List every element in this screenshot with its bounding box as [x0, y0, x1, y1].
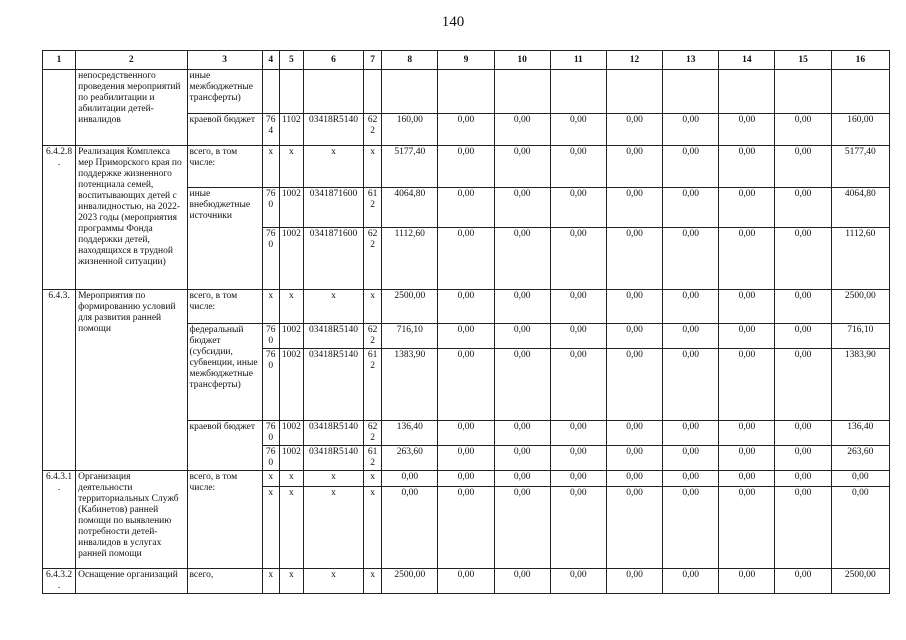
code-cell: х: [303, 487, 363, 569]
amount-cell: 0,00: [775, 324, 831, 349]
amount-cell: 0,00: [550, 228, 606, 290]
code-cell: х: [303, 569, 363, 594]
amount-cell: 160,00: [382, 114, 438, 146]
amount-cell: 0,00: [663, 146, 719, 188]
col-header: 11: [550, 51, 606, 70]
amount-cell: 0,00: [719, 471, 775, 487]
amount-cell: 0,00: [775, 471, 831, 487]
amount-cell: 0,00: [438, 188, 494, 228]
col-header: 8: [382, 51, 438, 70]
amount-cell: 263,60: [382, 446, 438, 471]
code-cell: х: [364, 569, 382, 594]
code-cell: 622: [364, 114, 382, 146]
amount-cell: 0,00: [775, 188, 831, 228]
amount-cell: 0,00: [663, 487, 719, 569]
code-cell: 1102: [279, 114, 303, 146]
amount-cell: 0,00: [719, 446, 775, 471]
amount-cell: 0,00: [606, 421, 662, 446]
funding-source: всего, в том числе:: [187, 290, 262, 324]
amount-cell: 0,00: [494, 188, 550, 228]
amount-cell: 0,00: [663, 324, 719, 349]
budget-table: [42, 50, 890, 594]
amount-cell: 0,00: [663, 290, 719, 324]
amount-cell: 0,00: [719, 188, 775, 228]
code-cell: 03418R5140: [303, 114, 363, 146]
amount-cell: 0,00: [606, 114, 662, 146]
amount-cell: 0,00: [494, 146, 550, 188]
amount-cell: 2500,00: [382, 290, 438, 324]
amount-cell: 0,00: [550, 421, 606, 446]
amount-cell: 0,00: [663, 228, 719, 290]
code-cell: 1002: [279, 228, 303, 290]
amount-cell: 0,00: [775, 446, 831, 471]
amount-cell: 0,00: [550, 114, 606, 146]
amount-cell: 0,00: [663, 188, 719, 228]
amount-cell: 0,00: [438, 421, 494, 446]
amount-cell: 716,10: [831, 324, 889, 349]
code-cell: х: [279, 487, 303, 569]
code-cell: 03418R5140: [303, 421, 363, 446]
code-cell: 612: [364, 446, 382, 471]
amount-cell: 0,00: [719, 146, 775, 188]
code-cell: 760: [262, 324, 279, 349]
amount-cell: 0,00: [438, 324, 494, 349]
amount-cell: 0,00: [606, 324, 662, 349]
code-cell: х: [364, 471, 382, 487]
amount-cell: 0,00: [438, 290, 494, 324]
amount-cell: 0,00: [719, 290, 775, 324]
code-cell: 612: [364, 349, 382, 421]
col-header: 3: [187, 51, 262, 70]
amount-cell: 0,00: [606, 446, 662, 471]
amount-cell: 0,00: [775, 421, 831, 446]
amount-cell: 0,00: [775, 569, 831, 594]
amount-cell: 0,00: [719, 324, 775, 349]
amount-cell: 1383,90: [382, 349, 438, 421]
table-row: [43, 146, 890, 188]
funding-source: федеральный бюджет (субсидии, субвенции, иные межбюджетные трансферты): [187, 324, 262, 421]
amount-cell: 0,00: [550, 446, 606, 471]
amount-cell: 0,00: [550, 188, 606, 228]
code-cell: 1002: [279, 349, 303, 421]
code-cell: 0341871600: [303, 228, 363, 290]
amount-cell: 0,00: [719, 569, 775, 594]
table-row: [43, 569, 890, 594]
code-cell: 0341871600: [303, 188, 363, 228]
amount-cell: 0,00: [494, 114, 550, 146]
amount-cell: 2500,00: [382, 569, 438, 594]
col-header: 7: [364, 51, 382, 70]
table-row: [43, 471, 890, 487]
amount-cell: 0,00: [775, 114, 831, 146]
code-cell: х: [364, 146, 382, 188]
row-number: 6.4.2.8.: [43, 146, 76, 290]
amount-cell: 0,00: [494, 471, 550, 487]
amount-cell: 0,00: [494, 446, 550, 471]
code-cell: х: [303, 146, 363, 188]
amount-cell: 2500,00: [831, 290, 889, 324]
funding-source: всего, в том числе:: [187, 146, 262, 188]
code-cell: 764: [262, 114, 279, 146]
amount-cell: 0,00: [719, 487, 775, 569]
code-cell: х: [262, 487, 279, 569]
amount-cell: 0,00: [606, 188, 662, 228]
amount-cell: 5177,40: [382, 146, 438, 188]
row-number: 6.4.3.: [43, 290, 76, 471]
code-cell: 760: [262, 446, 279, 471]
amount-cell: 0,00: [831, 471, 889, 487]
col-header: 12: [606, 51, 662, 70]
amount-cell: 0,00: [663, 421, 719, 446]
amount-cell: 0,00: [719, 421, 775, 446]
amount-cell: 0,00: [719, 228, 775, 290]
amount-cell: 0,00: [438, 349, 494, 421]
amount-cell: 0,00: [606, 487, 662, 569]
amount-cell: 0,00: [550, 487, 606, 569]
code-cell: х: [262, 569, 279, 594]
amount-cell: 0,00: [775, 349, 831, 421]
amount-cell: 136,40: [831, 421, 889, 446]
amount-cell: 0,00: [438, 146, 494, 188]
amount-cell: 0,00: [382, 487, 438, 569]
amount-cell: 0,00: [550, 290, 606, 324]
col-header: 14: [719, 51, 775, 70]
measure-name: непосредственного проведения мероприятий по реабилитации и абилитации детей-инвалидов: [76, 70, 187, 146]
measure-name: Организация деятельности территориальных Служб (Кабинетов) ранней помощи по выявлению потребности детей-инвалидов в услугах ранней помощи: [76, 471, 187, 569]
funding-source: всего, в том числе:: [187, 471, 262, 569]
amount-cell: 0,00: [382, 471, 438, 487]
code-cell: 1002: [279, 188, 303, 228]
page-number: 140: [441, 14, 465, 30]
amount-cell: 5177,40: [831, 146, 889, 188]
funding-source: иные межбюджетные трансферты): [187, 70, 262, 114]
amount-cell: 0,00: [775, 146, 831, 188]
amount-cell: 0,00: [775, 228, 831, 290]
row-number: 6.4.3.1.: [43, 471, 76, 569]
amount-cell: 0,00: [719, 349, 775, 421]
amount-cell: 0,00: [494, 228, 550, 290]
code-cell: х: [279, 569, 303, 594]
measure-name: Реализация Комплекса мер Приморского края по поддержке жизненного потенциала семей, воспитывающих детей с инвалидностью, на 2022-2023 годы (мероприятия программы Фонда поддержки детей, находящихся в трудной жизненной ситуации): [76, 146, 187, 290]
funding-source: краевой бюджет: [187, 421, 262, 471]
code-cell: х: [364, 290, 382, 324]
amount-cell: 0,00: [494, 324, 550, 349]
funding-source: краевой бюджет: [187, 114, 262, 146]
col-header: 10: [494, 51, 550, 70]
code-cell: 1002: [279, 421, 303, 446]
amount-cell: 160,00: [831, 114, 889, 146]
code-cell: 612: [364, 188, 382, 228]
amount-cell: 0,00: [663, 349, 719, 421]
amount-cell: 1112,60: [831, 228, 889, 290]
code-cell: 03418R5140: [303, 446, 363, 471]
amount-cell: 0,00: [663, 446, 719, 471]
code-cell: х: [262, 471, 279, 487]
code-cell: 760: [262, 188, 279, 228]
code-cell: х: [303, 471, 363, 487]
amount-cell: 0,00: [663, 114, 719, 146]
amount-cell: 0,00: [550, 471, 606, 487]
amount-cell: 4064,80: [382, 188, 438, 228]
amount-cell: 0,00: [606, 146, 662, 188]
code-cell: 622: [364, 324, 382, 349]
amount-cell: 0,00: [494, 569, 550, 594]
col-header: 2: [76, 51, 187, 70]
funding-source: иные внебюджетные источники: [187, 188, 262, 290]
amount-cell: 0,00: [831, 487, 889, 569]
measure-name: Оснащение организаций: [76, 569, 187, 594]
amount-cell: 0,00: [494, 487, 550, 569]
amount-cell: 0,00: [438, 114, 494, 146]
amount-cell: 716,10: [382, 324, 438, 349]
amount-cell: 0,00: [438, 446, 494, 471]
amount-cell: 0,00: [438, 228, 494, 290]
amount-cell: 0,00: [550, 146, 606, 188]
code-cell: 760: [262, 228, 279, 290]
measure-name: Мероприятия по формированию условий для развития ранней помощи: [76, 290, 187, 471]
amount-cell: 2500,00: [831, 569, 889, 594]
amount-cell: 0,00: [438, 487, 494, 569]
code-cell: х: [279, 290, 303, 324]
code-cell: 622: [364, 421, 382, 446]
code-cell: х: [262, 146, 279, 188]
amount-cell: 0,00: [663, 471, 719, 487]
amount-cell: 0,00: [606, 349, 662, 421]
amount-cell: 0,00: [606, 228, 662, 290]
amount-cell: 136,40: [382, 421, 438, 446]
code-cell: х: [364, 487, 382, 569]
col-header: 16: [831, 51, 889, 70]
code-cell: х: [262, 290, 279, 324]
col-header: 6: [303, 51, 363, 70]
amount-cell: 0,00: [438, 471, 494, 487]
code-cell: 760: [262, 421, 279, 446]
amount-cell: 0,00: [775, 290, 831, 324]
col-header: 4: [262, 51, 279, 70]
code-cell: 03418R5140: [303, 324, 363, 349]
amount-cell: 0,00: [494, 290, 550, 324]
col-header: 5: [279, 51, 303, 70]
code-cell: 760: [262, 349, 279, 421]
col-header: 13: [663, 51, 719, 70]
amount-cell: 0,00: [494, 349, 550, 421]
code-cell: 03418R5140: [303, 349, 363, 421]
code-cell: 1002: [279, 324, 303, 349]
amount-cell: 0,00: [550, 324, 606, 349]
funding-source: всего,: [187, 569, 262, 594]
amount-cell: 0,00: [494, 421, 550, 446]
code-cell: х: [279, 146, 303, 188]
amount-cell: 0,00: [438, 569, 494, 594]
code-cell: х: [279, 471, 303, 487]
amount-cell: 0,00: [606, 290, 662, 324]
col-header: 9: [438, 51, 494, 70]
row-number: 6.4.3.2.: [43, 569, 76, 594]
amount-cell: 0,00: [606, 471, 662, 487]
code-cell: х: [303, 290, 363, 324]
amount-cell: 0,00: [606, 569, 662, 594]
amount-cell: 263,60: [831, 446, 889, 471]
amount-cell: 0,00: [663, 569, 719, 594]
header-row: [43, 51, 890, 70]
amount-cell: 0,00: [550, 349, 606, 421]
table-row: [43, 290, 890, 324]
col-header: 15: [775, 51, 831, 70]
amount-cell: 1383,90: [831, 349, 889, 421]
amount-cell: 0,00: [775, 487, 831, 569]
code-cell: 622: [364, 228, 382, 290]
col-header: 1: [43, 51, 76, 70]
amount-cell: 4064,80: [831, 188, 889, 228]
amount-cell: 1112,60: [382, 228, 438, 290]
code-cell: 1002: [279, 446, 303, 471]
row-number-cell: [43, 70, 76, 146]
amount-cell: 0,00: [719, 114, 775, 146]
amount-cell: 0,00: [550, 569, 606, 594]
table-row: [43, 70, 890, 114]
